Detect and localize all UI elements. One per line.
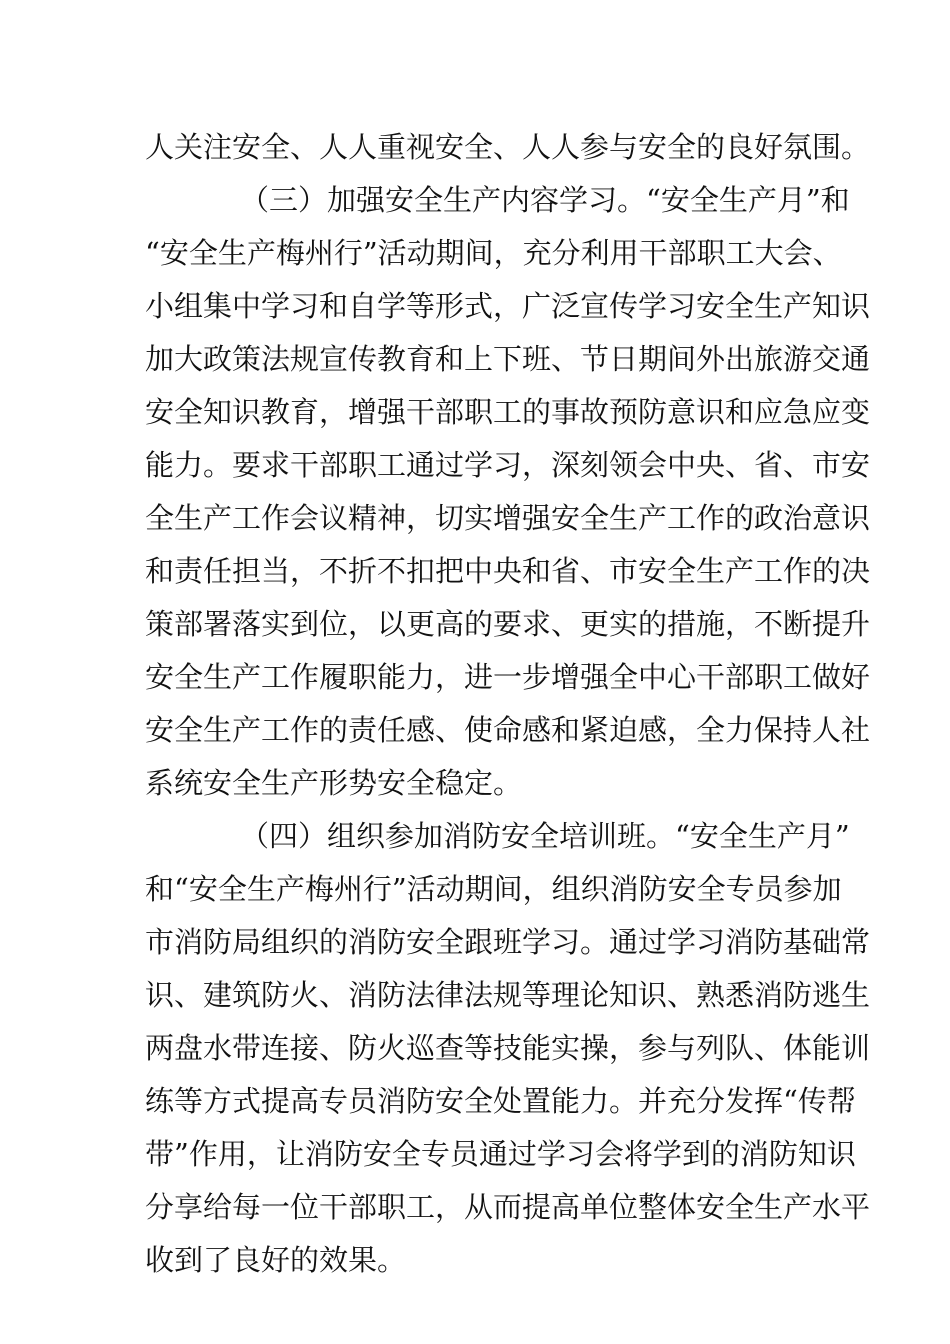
text-line: 两盘水带连接、防火巡查等技能实操，参与列队、体能训 (145, 1031, 871, 1065)
text-line: 加大政策法规宣传教育和上下班、节日期间外出旅游交通 (145, 342, 871, 376)
text-line: 收到了良好的效果。 (145, 1243, 407, 1277)
paragraph-heading-3: （三）加强安全生产内容学习。“安全生产月”和 (240, 183, 850, 217)
text-line: 带”作用，让消防安全专员通过学习会将学到的消防知识 (145, 1137, 856, 1171)
text-line: 系统安全生产形势安全稳定。 (145, 766, 523, 800)
text-line: 分享给每一位干部职工，从而提高单位整体安全生产水平 (145, 1190, 871, 1224)
text-line: “安全生产梅州行”活动期间，充分利用干部职工大会、 (145, 236, 842, 270)
text-line: 练等方式提高专员消防安全处置能力。并充分发挥“传帮 (145, 1084, 856, 1118)
text-line: 安全生产工作的责任感、使命感和紧迫感，全力保持人社 (145, 713, 871, 747)
text-line: 和“安全生产梅州行”活动期间，组织消防安全专员参加 (145, 872, 842, 906)
text-line: 小组集中学习和自学等形式，广泛宣传学习安全生产知识 (145, 289, 871, 323)
text-line: 识、建筑防火、消防法律法规等理论知识、熟悉消防逃生 (145, 978, 871, 1012)
text-line: 全生产工作会议精神，切实增强安全生产工作的政治意识 (145, 501, 871, 535)
text-line: 和责任担当，不折不扣把中央和省、市安全生产工作的决 (145, 554, 871, 588)
text-line: 能力。要求干部职工通过学习，深刻领会中央、省、市安 (145, 448, 871, 482)
text-line: 策部署落实到位，以更高的要求、更实的措施，不断提升 (145, 607, 871, 641)
text-line: 安全生产工作履职能力，进一步增强全中心干部职工做好 (145, 660, 871, 694)
paragraph-heading-4: （四）组织参加消防安全培训班。“安全生产月” (240, 819, 850, 853)
text-line: 安全知识教育，增强干部职工的事故预防意识和应急应变 (145, 395, 871, 429)
text-line: 人关注安全、人人重视安全、人人参与安全的良好氛围。 (145, 130, 871, 164)
text-line: 市消防局组织的消防安全跟班学习。通过学习消防基础常 (145, 925, 871, 959)
